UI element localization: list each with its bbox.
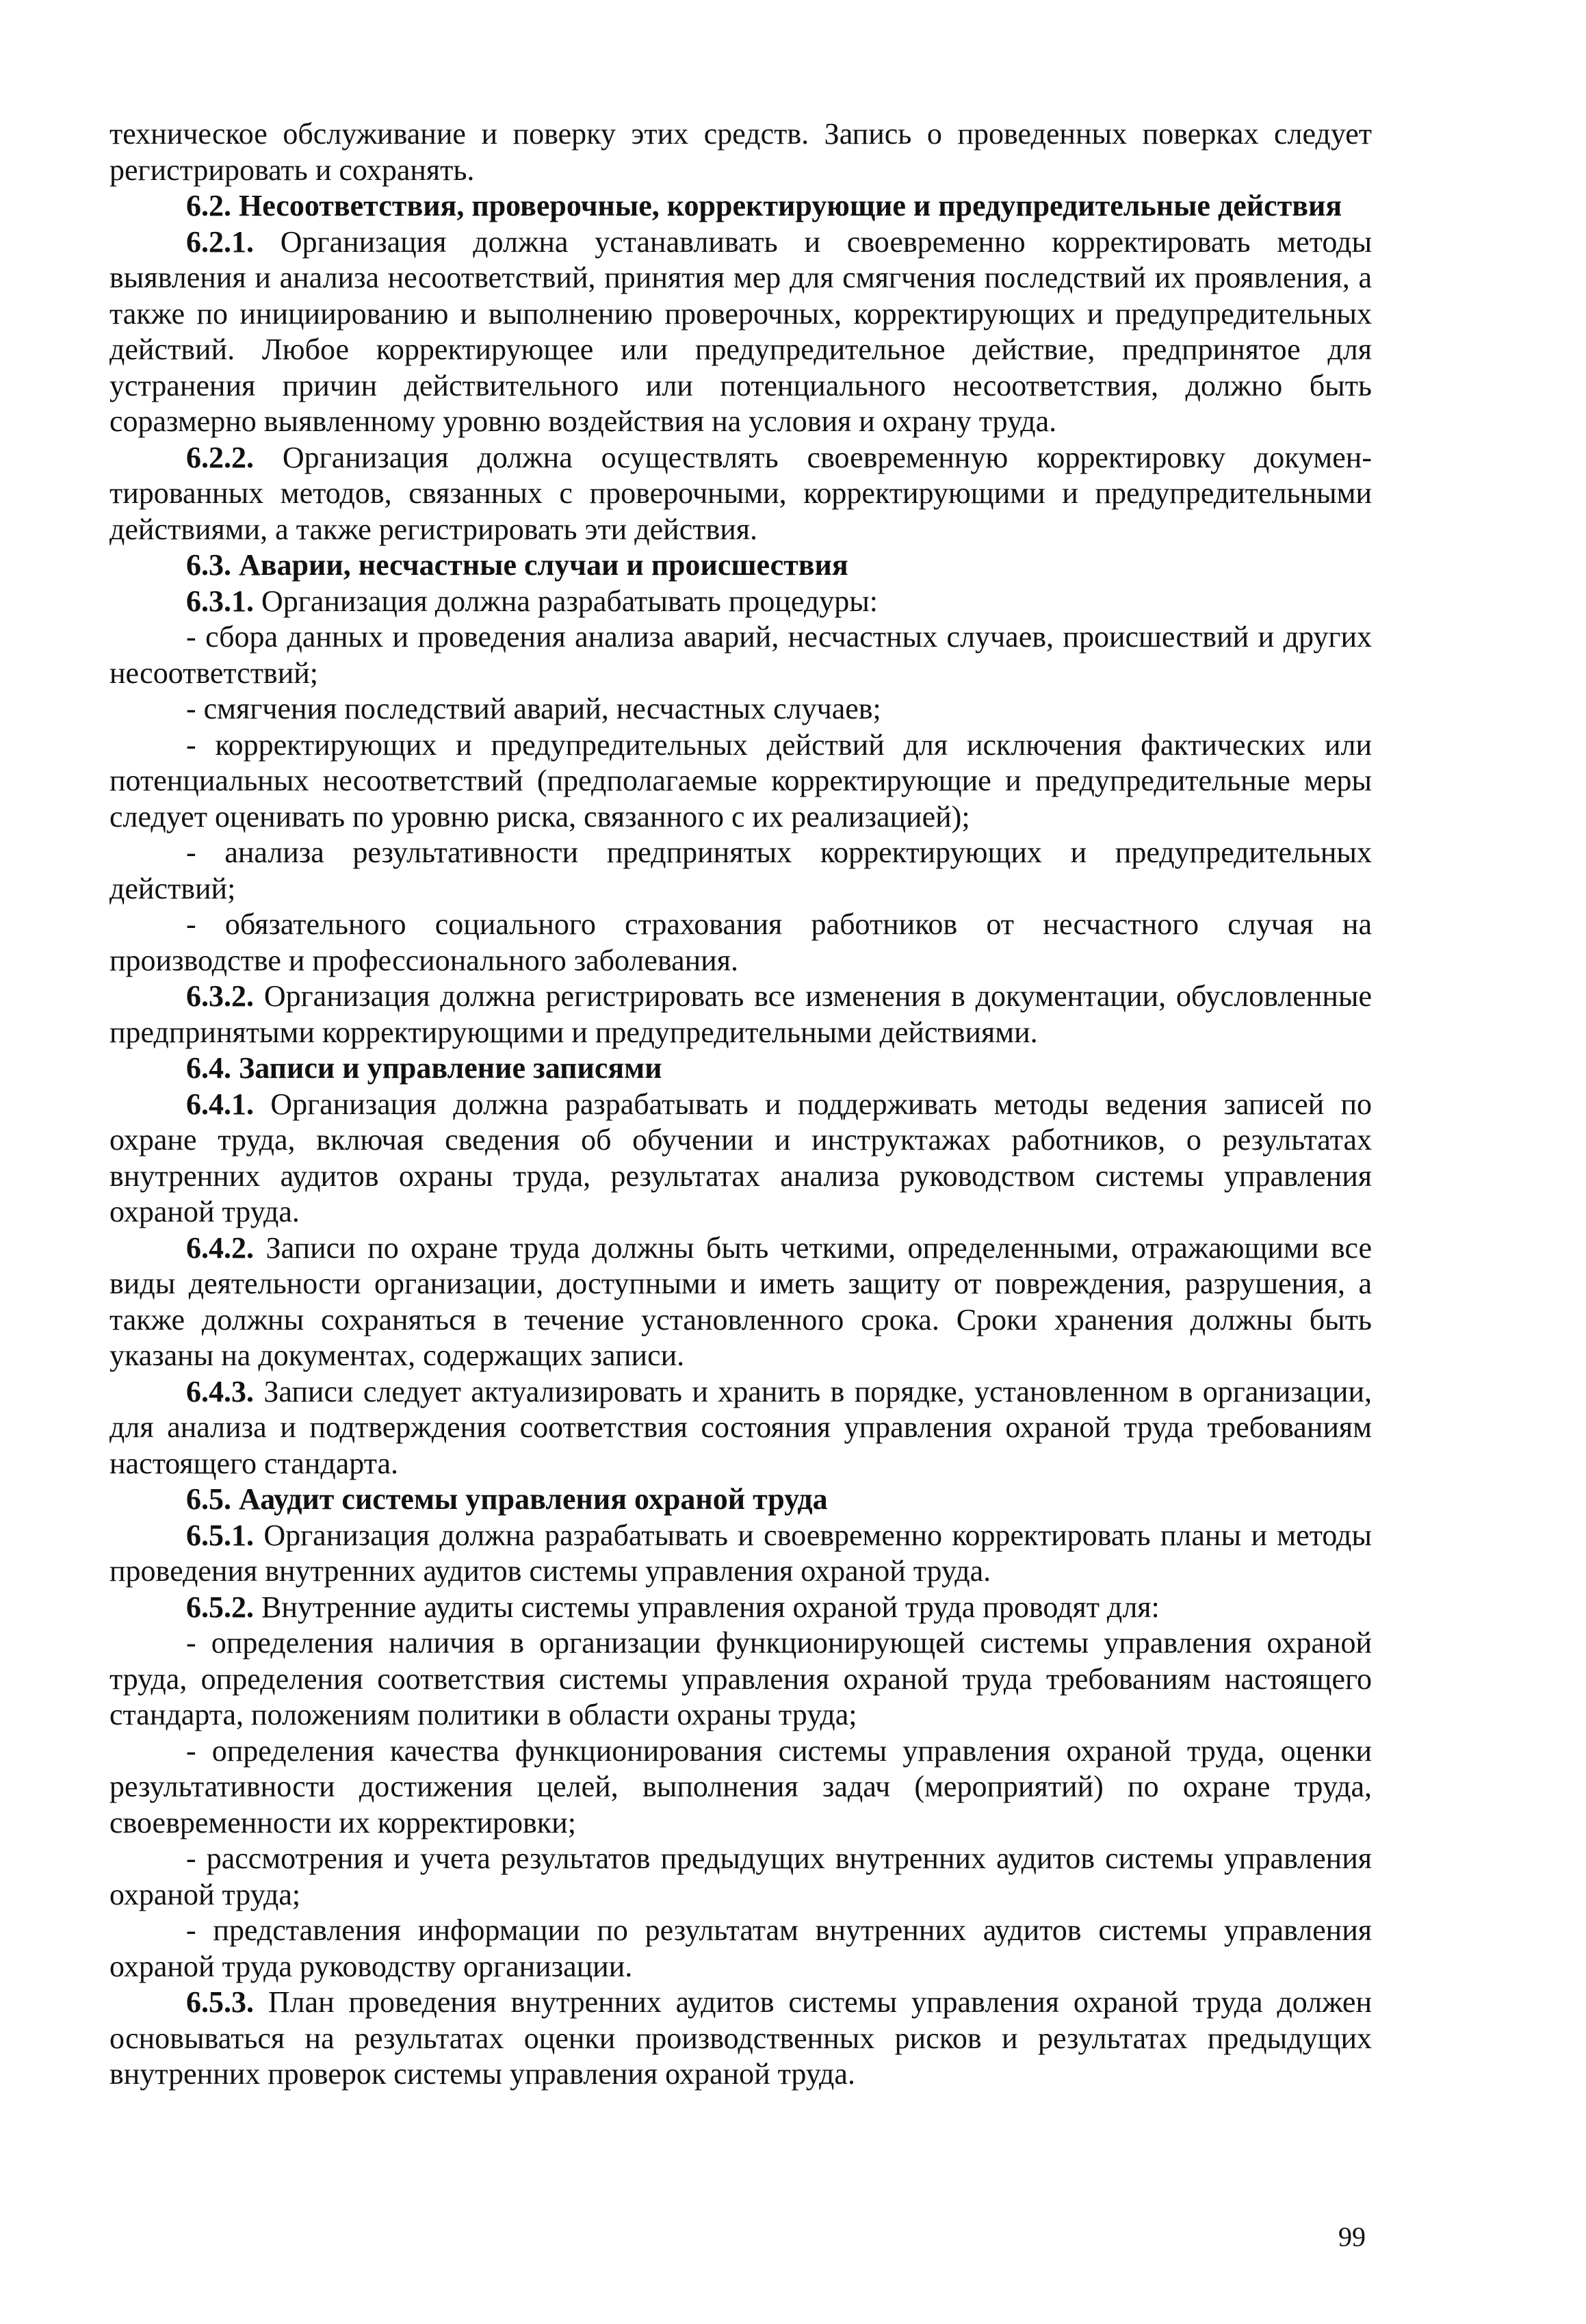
page-body	[109, 116, 1372, 2093]
list-item: - определения качества функционирования системы управления охраной труда, оценки результативности достижения целей, выполнения задач (мероприятий) по охране труда, своевременности их корректировки;	[109, 1733, 1372, 1839]
page-number: 99	[1338, 2221, 1366, 2252]
section-heading-6-3: 6.3. Аварии, несчастные случаи и происшествия	[186, 548, 848, 582]
section-heading-6-5: 6.5. Ааудит системы управления охраной труда	[186, 1482, 828, 1516]
clause-number: 6.3.1.	[186, 584, 254, 618]
clause-number: 6.2.1.	[186, 224, 254, 259]
list-item: - анализа результативности предпринятых корректирующих и предупредительных действий;	[109, 836, 1372, 905]
list-item: - обязательного социального страхования работников от несчастного случая на производстве и профессионального заболевания.	[109, 907, 1372, 977]
paragraph-6-3-1	[109, 584, 1372, 620]
paragraph-6-3-2	[109, 979, 1372, 1050]
paragraph-6-4-2	[109, 1230, 1372, 1374]
clause-text: Организация должна разрабатывать и поддерживать методы ведения записей по охране труда, включая сведения об обучении и инструктажах работников, о результатах внутренних аудитов охраны труда, результатах анализа руководством системы управления охраной труда.	[109, 1087, 1372, 1228]
list-item: - корректирующих и предупредительных действий для исключения фактических или потенциальных несоответствий (предполагаемые корректирующие и предупредительные меры следует оценивать по уровню риска, связанного с их реализацией);	[109, 727, 1372, 834]
clause-text: Записи по охране труда должны быть четкими, определенными, отражающими все виды деятельности организации, доступными и иметь защиту от повреждения, разрушения, а также должны сохраняться в течение установленного срока. Сроки хранения должны быть указаны на документах, содержащих записи.	[109, 1230, 1372, 1372]
clause-text: Записи следует актуализировать и хранить в порядке, установленном в организации, для анализа и подтверждения соответствия состояния управления охраной труда требованиям настоящего стандарта.	[109, 1374, 1372, 1480]
paragraph-6-5-1	[109, 1518, 1372, 1590]
clause-text: Организация должна разрабатывать и своевременно корректировать планы и методы проведения внутренних аудитов системы управления охраной труда.	[109, 1518, 1372, 1588]
clause-text: Организация должна устанавливать и своевременно корректировать методы выявления и анализа несоответствий, принятия мер для смягчения последствий их проявления, а также по инициированию и выполнению проверочных, корректирующих и предупредительных действий. Любое корректирующее или предупредительное действие, предпринятое для устранения причин действительного или потенциального несоответствия, должно быть соразмерно выявленному уровню воздействия на условия и охрану труда.	[109, 224, 1372, 438]
paragraph-6-4-1	[109, 1087, 1372, 1230]
paragraph-6-2-1	[109, 224, 1372, 440]
list-item: - рассмотрения и учета результатов предыдущих внутренних аудитов системы управления охраной труда;	[109, 1842, 1372, 1911]
paragraph-6-5-2	[109, 1590, 1372, 1626]
clause-text: План проведения внутренних аудитов системы управления охраной труда должен основываться на результатах оценки производственных рисков и результатах предыдущих внутренних проверок системы управления охраной труда.	[109, 1985, 1372, 2091]
list-item: - сбора данных и проведения анализа аварий, несчастных случаев, происшествий и других несоответствий;	[109, 620, 1372, 690]
clause-number: 6.2.2.	[186, 440, 254, 474]
clause-number: 6.5.3.	[186, 1985, 254, 2019]
paragraph-continuation: техническое обслуживание и поверку этих средств. Запись о проведенных поверках следует регистрировать и сохранять.	[109, 117, 1372, 187]
clause-text: Организация должна разрабатывать процедуры:	[254, 584, 879, 618]
section-heading-6-2: 6.2. Несоответствия, проверочные, корректирующие и предупредительные действия	[186, 189, 1342, 222]
list-item: - смягчения последствий аварий, несчастных случаев;	[186, 692, 881, 725]
clause-number: 6.4.1.	[186, 1087, 254, 1121]
list-item: - представления информации по результатам внутренних аудитов системы управления охраной труда руководству организации.	[109, 1913, 1372, 1983]
clause-number: 6.3.2.	[186, 979, 254, 1013]
clause-number: 6.4.3.	[186, 1374, 254, 1408]
clause-number: 6.4.2.	[186, 1230, 254, 1265]
paragraph-6-5-3	[109, 1985, 1372, 2093]
clause-text: Организация должна регистрировать все изменения в документации, обусловленные предпринятыми корректирующими и предупредительными действиями.	[109, 979, 1372, 1049]
clause-number: 6.5.2.	[186, 1590, 254, 1624]
clause-text: Организация должна осуществлять своевременную корректировку документированных методов, связанных с проверочными, корректирующими и предупредительными действиями, а также регистрировать эти действия.	[109, 440, 1372, 546]
paragraph-6-4-3	[109, 1374, 1372, 1482]
clause-number: 6.5.1.	[186, 1518, 254, 1552]
section-heading-6-4: 6.4. Записи и управление записями	[186, 1051, 662, 1085]
paragraph-6-2-2	[109, 440, 1372, 548]
list-item: - определения наличия в организации функционирующей системы управления охраной труда, определения соответствия системы управления охраной труда требованиям настоящего стандарта, положениям политики в области охраны труда;	[109, 1626, 1372, 1731]
clause-text: Внутренние аудиты системы управления охраной труда проводят для:	[254, 1590, 1160, 1624]
